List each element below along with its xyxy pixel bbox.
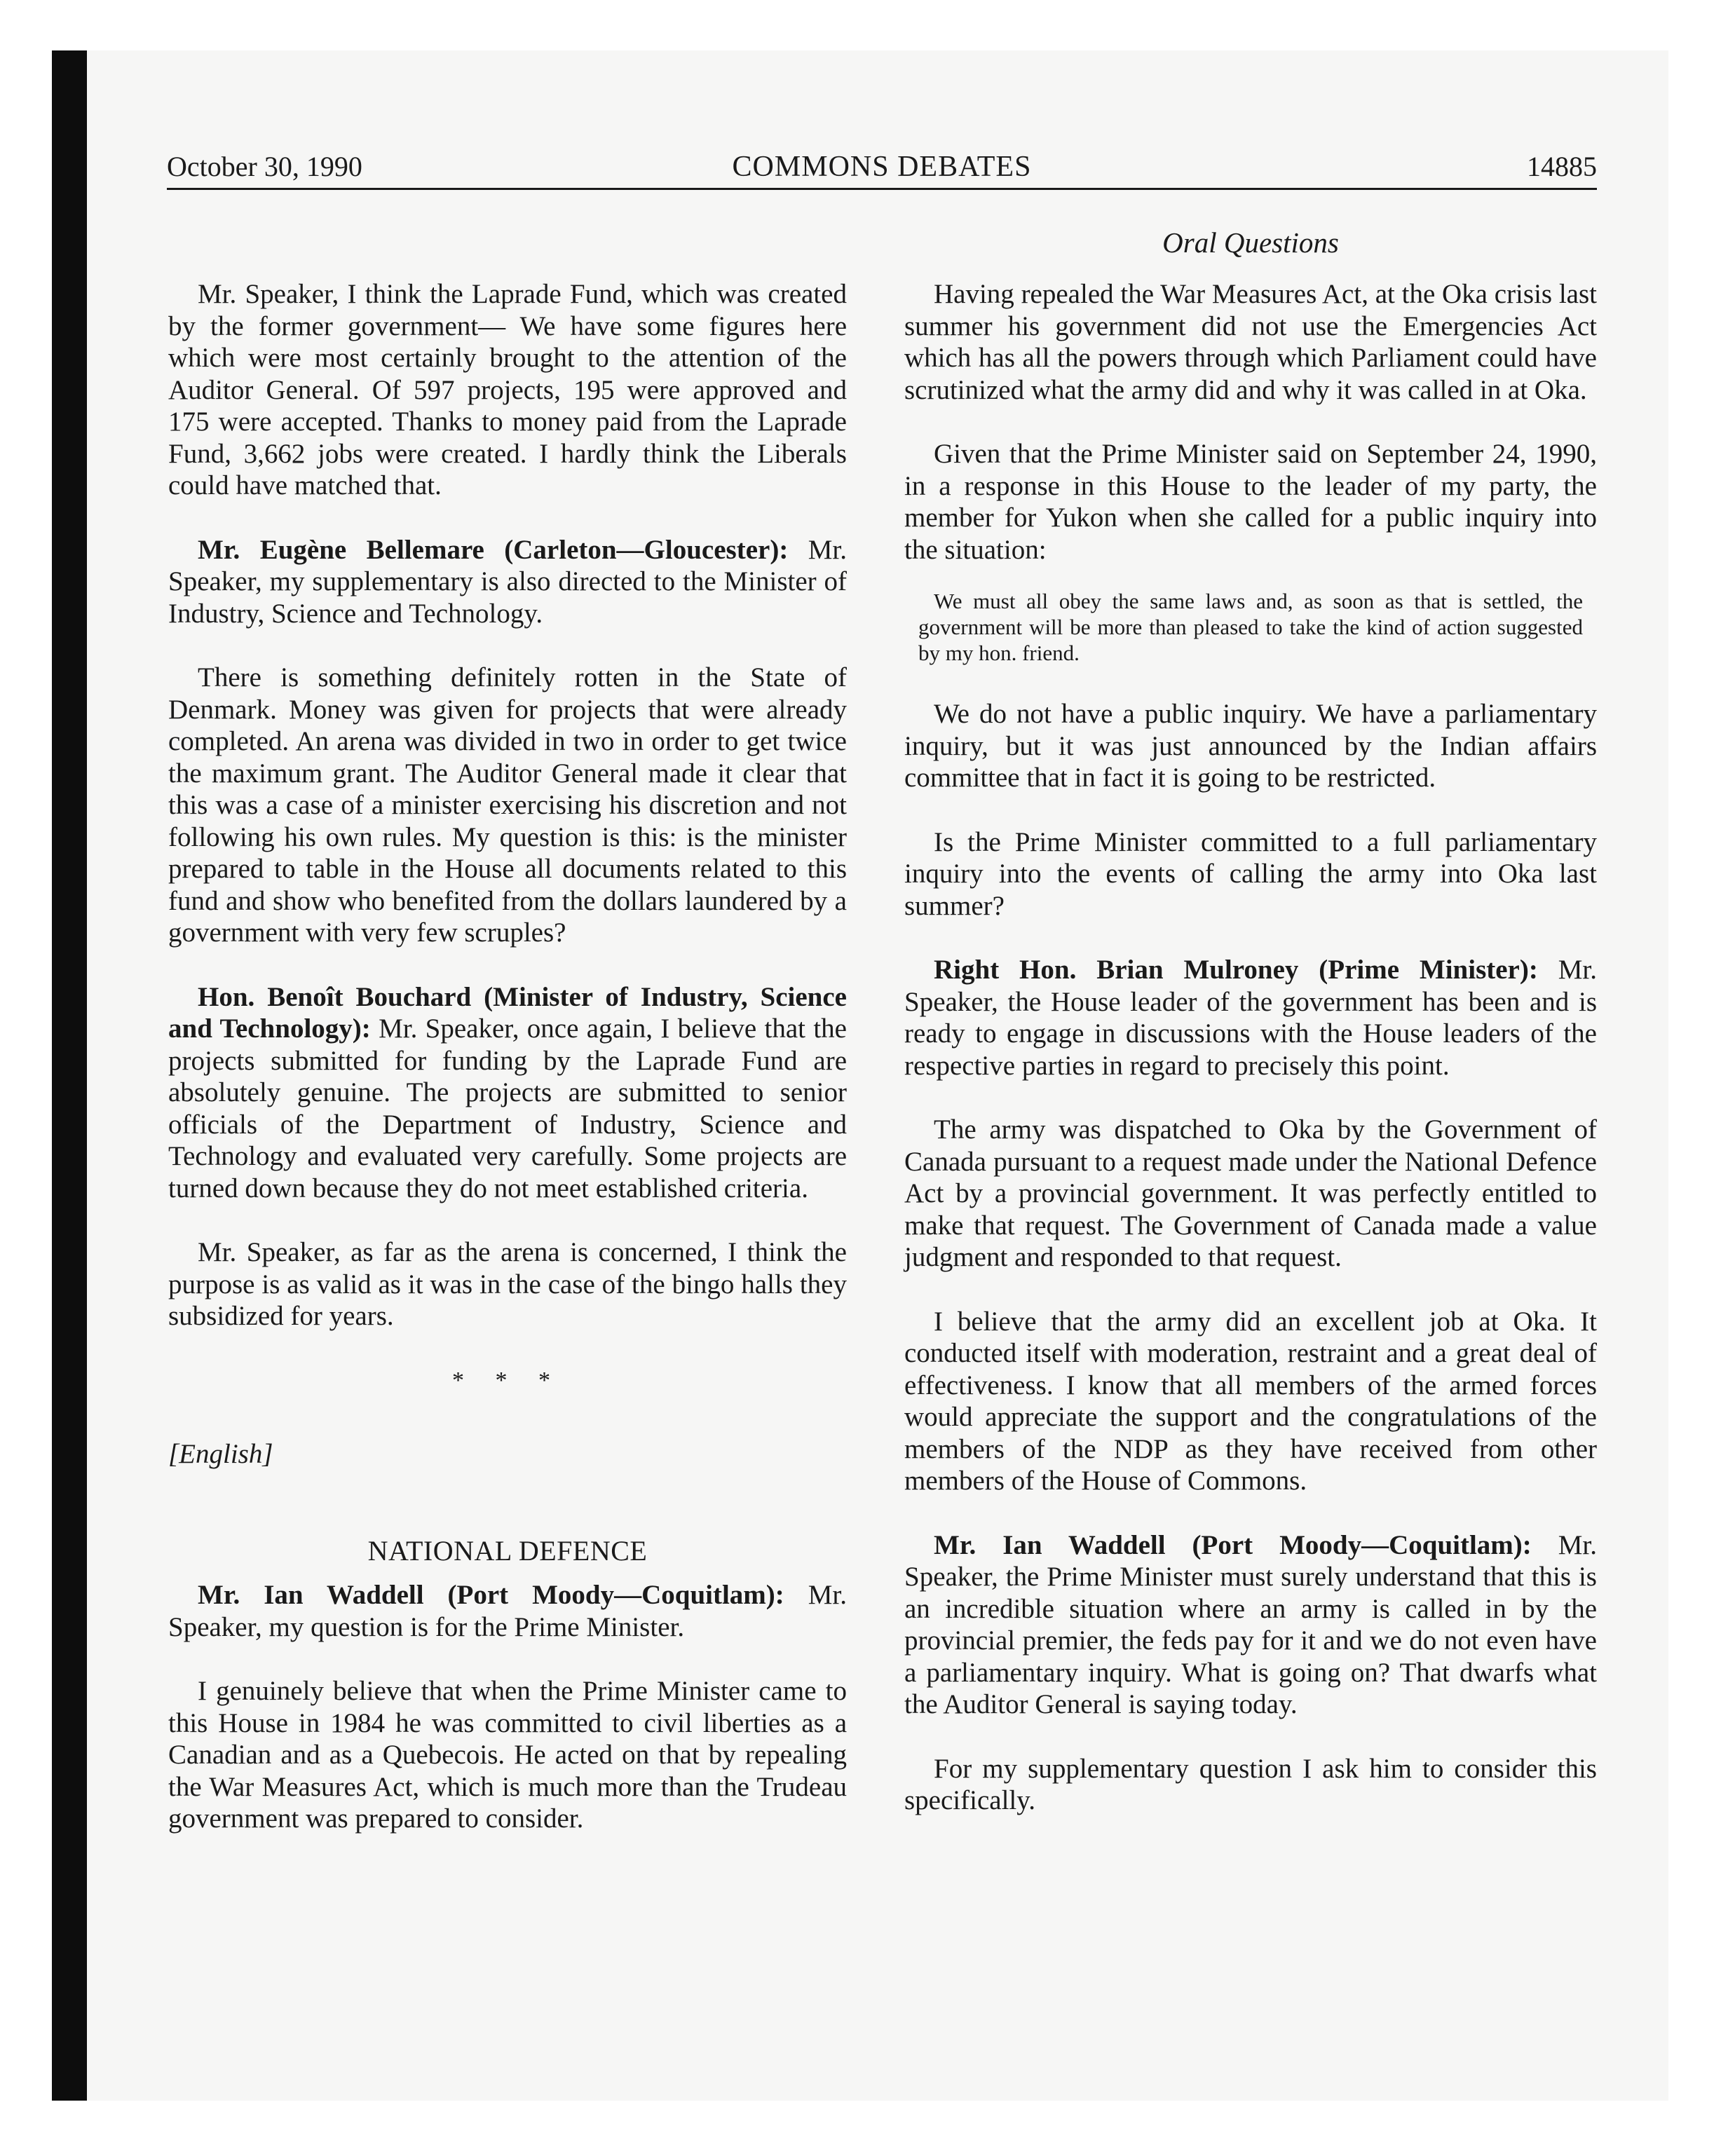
speaker-name: Mr. Ian Waddell (Port Moody—Coquitlam): [934,1529,1532,1560]
header-date: October 30, 1990 [167,151,362,182]
paragraph: There is something definitely rotten in the State of Denmark. Money was given for projects that were already completed. An arena was divided in two in order to get twice the maximum grant. The Auditor General made it clear that this was a case of a minister exercising his discretion and not following his own rules. My question is this: is the minister prepared to table in the House all documents related to this fund and show who benefited from the dollars laundered by a government with very few scruples? [168,662,847,948]
language-note: [English] [168,1439,273,1469]
paragraph: The army was dispatched to Oka by the Government of Canada pursuant to a request made under the National Defence Act by a provincial government. It was perfectly entitled to make that request. The Government of Canada made a value judgment and responded to that request. [904,1114,1597,1272]
header-rule [167,188,1597,190]
speech-paragraph [168,1579,847,1643]
paragraph: Mr. Speaker, as far as the arena is concerned, I think the purpose is as valid as it was in the case of the bingo halls they subsidized for years. [168,1237,847,1331]
scan-edge-shadow [52,50,87,2101]
paragraph: We do not have a public inquiry. We have a parliamentary inquiry, but it was just announced by the Indian affairs committee that in fact it is going to be restricted. [904,699,1597,793]
paragraph: I genuinely believe that when the Prime Minister came to this House in 1984 he was committed to civil liberties as a Canadian and as a Quebecois. He acted on that by repealing the War Measures Act, which is much more than the Trudeau government was prepared to consider. [168,1676,847,1834]
speaker-name: Right Hon. Brian Mulroney (Prime Minister): [934,955,1538,985]
speech-text: Mr. Speaker, the House leader of the government has been and is ready to engage in discussions with the House leaders of the respective parties in regard to precisely this point. [904,955,1597,1081]
right-column [904,278,1597,1849]
section-heading: NATIONAL DEFENCE [367,1534,648,1567]
speech-paragraph [168,534,847,630]
section-label: Oral Questions [1162,226,1339,259]
paragraph: For my supplementary question I ask him to consider this specifically. [904,1753,1597,1815]
paragraph: Mr. Speaker, I think the Laprade Fund, which was created by the former government— We have some figures here which were most certainly brought to the attention of the Auditor General. Of 597 projects, 195 were approved and 175 were accepted. Thanks to money paid from the Laprade Fund, 3,662 jobs were created. I hardly think the Liberals could have matched that. [168,279,847,500]
speech-text: Mr. Speaker, the Prime Minister must surely understand that this is an incredible situation where an army is called in by the provincial premier, the feds pay for it and we do not even have a parliamentary inquiry. What is going on? That dwarfs what the Auditor General is saying today. [904,1529,1598,1719]
speech-paragraph [168,981,847,1205]
block-quote: We must all obey the same laws and, as soon as that is settled, the government will be more than pleased to take the kind of action suggested by my hon. friend. [918,589,1583,665]
speaker-name: Mr. Ian Waddell (Port Moody—Coquitlam): [198,1580,784,1610]
paragraph: I believe that the army did an excellent job at Oka. It conducted itself with moderation, restraint and a great deal of effectiveness. I know that all members of the armed forces would appreciate the support and the congratulations of the members of the NDP as they have received from other members of the House of Commons. [904,1306,1597,1496]
speaker-name: Hon. Benoît Bouchard (Minister of Industry, Science and Technology): [168,981,847,1044]
running-header [167,146,1597,188]
paragraph: Given that the Prime Minister said on September 24, 1990, in a response in this House to the leader of my party, the member for Yukon when she called for a public inquiry into the situation: [904,439,1597,565]
paragraph: Having repealed the War Measures Act, at the Oka crisis last summer his government did not use the Emergencies Act which has all the powers through which Parliament could have scrutinized what the army did and why it was called in at Oka. [904,279,1597,405]
speech-paragraph [904,954,1597,1082]
speech-paragraph [904,1529,1597,1721]
speech-text: Mr. Speaker, my question is for the Prime Minister. [168,1580,848,1642]
speech-text: Mr. Speaker, once again, I believe that the projects submitted for funding by the Laprade Fund are absolutely genuine. The projects are submitted to senior officials of the Department of Industry, Science and Technology and evaluated very carefully. Some projects are turned down because they do not meet established criteria. [168,1014,847,1203]
header-page-number: 14885 [1527,151,1597,182]
paragraph: Is the Prime Minister committed to a full parliamentary inquiry into the events of calling the army into Oka last summer? [904,826,1597,921]
header-publication-title: COMMONS DEBATES [732,151,1032,183]
speaker-name: Mr. Eugène Bellemare (Carleton—Gloucester): [198,534,789,565]
left-column [168,278,847,1867]
section-separator: * * * [452,1367,563,1393]
speech-text: Mr. Speaker, my supplementary is also directed to the Minister of Industry, Science and Technology. [168,534,847,629]
